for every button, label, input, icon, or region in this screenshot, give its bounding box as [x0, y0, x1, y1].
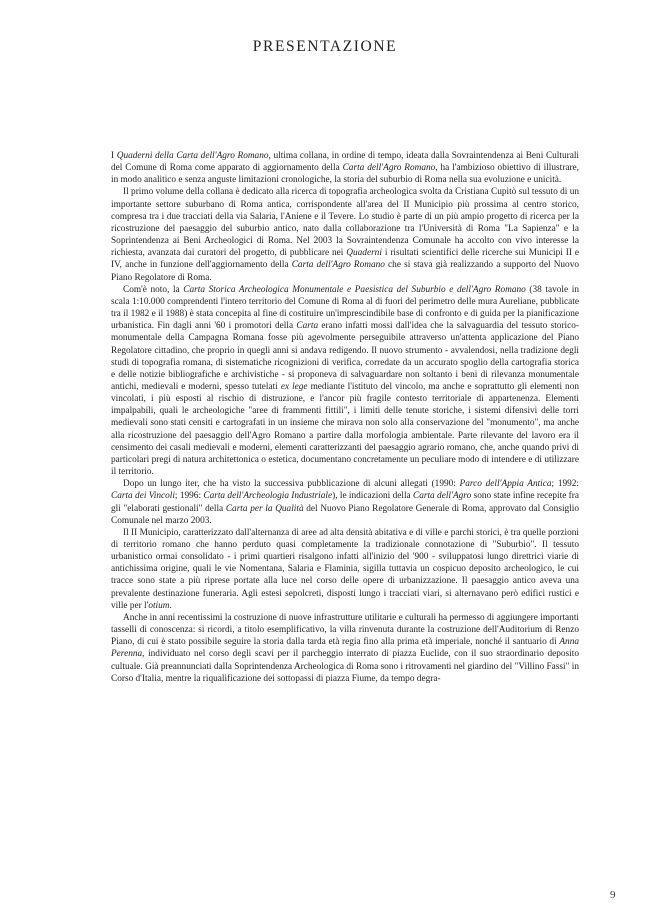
- paragraph: [111, 527, 579, 612]
- text-run: Com'è noto, la: [123, 284, 184, 295]
- paragraph: [111, 284, 579, 479]
- text-run: , ha l'ambizioso obiettivo di illustrare, in modo analitico e senza anguste limitazioni cronologiche, la storia del suburbio di Roma nella sua evoluzione e unicità.: [111, 163, 580, 186]
- text-run: ; 1996:: [174, 491, 204, 502]
- italic-text: Carta dell'Agro: [413, 491, 472, 502]
- italic-text: Quaderni: [346, 248, 382, 259]
- italic-text: Carta dell'Agro Romano: [342, 163, 436, 174]
- paragraph: [111, 612, 579, 685]
- italic-text: Anna Perenna: [111, 637, 579, 660]
- text-run: che si stava già realizzando a supporto del Nuovo Piano Regolatore di Roma.: [111, 260, 580, 283]
- italic-text: Carta dell'Archeologia Industriale: [203, 491, 333, 502]
- paragraph: [111, 150, 579, 186]
- text-run: .: [169, 600, 172, 611]
- text-run: Il primo volume della collana è dedicato alla ricerca di topografia archeologica svolta da Cristiana Cupitò sul tessuto di un importante settore suburbano di Roma antica, corrispondente all'area del II Municipio più prossima al centro storico, compresa tra i due tracciati della via Salaria, l'Aniene e il Tevere. Lo studio è parte di un più ampio progetto di ricerca per la ricostruzione del paesaggio del suburbio antico, nato dalla collaborazione tra l'Università di Roma "La Sapienza" e la Soprintendenza ai Beni Archeologici di Roma. Nel 2003 la Sovraintendenza Comunale ha accolto con vivo interesse la richiesta, avanzata dai curatori del progetto, di pubblicare nei: [111, 187, 579, 259]
- page-title: PRESENTAZIONE: [252, 38, 398, 55]
- text-run: i risultati scientifici delle ricerche sui Municipi II e IV, anche in funzione dell'aggiornamento della: [111, 248, 580, 271]
- text-run: mediante l'istituto del vincolo, ma anche e soprattutto gli elementi non vincolati, i più esposti al rischio di distruzione, e l'ancor più fragile contesto territoriale di appartenenza. Elementi impalpabili, quali le archeologiche "aree di frammenti fittili", i limiti delle tenute storiche, i sistemi difensivi delle torri medievali sono stati censiti e cartografati in un insieme che mirava non solo alla conservazione del "monumento", ma anche alla ricostruzione del paesaggio dell'Agro Romano a partire dalla morfologia ambientale. Parte rilevante del lavoro era il censimento dei casali medievali e moderni, elementi caratterizzanti del paesaggio agrario romano, che, anche quando privi di particolari pregi di natura architettonica o estetica, documentano concretamente un peculiare modo di intendere e di utilizzare il territorio.: [111, 381, 579, 478]
- italic-text: otium: [148, 600, 170, 611]
- text-run: del Nuovo Piano Regolatore Generale di Roma, approvato dal Consiglio Comunale nel marzo 2003.: [111, 503, 579, 526]
- paragraph: [111, 186, 579, 283]
- text-run: sono state infine recepite fra gli "elaborati gestionali" della: [111, 491, 579, 514]
- page-number: 9: [610, 889, 616, 901]
- text-run: , individuato nel corso degli scavi per il parcheggio interrato di piazza Euclide, con il suo straordinario deposito cultuale. Già preannunciati dalla Soprintendenza Archeologica di Roma sono i ritrovamenti nel giardino del "Villino Fassi" in Corso d'Italia, mentre la riqualificazione dei sottopassi di piazza Fiume, da tempo degra-: [111, 649, 579, 684]
- italic-text: Quaderni della Carta dell'Agro Romano: [116, 151, 269, 161]
- text-run: Dopo un lungo iter, che ha visto la successiva pubblicazione di alcuni allegati (1990:: [123, 479, 460, 490]
- text-run: ), le indicazioni della: [332, 491, 413, 502]
- text-run: Il II Municipio, caratterizzato dall'alternanza di aree ad alta densità abitativa e di ville e parchi storici, è tra quelle porzioni di territorio romano che hanno perduto quasi completamente la tradizionale connotazione di "Suburbio". Il tessuto urbanistico ormai consolidato - i primi quartieri risalgono infatti all'inizio del '900 - sviluppatosi lungo direttrici viarie di antichissima origine, quali le vie Nomentana, Salaria e Flaminia, sigilla tuttavia un cospicuo deposito archeologico, le cui tracce sono state a più riprese portate alla luce nel corso delle opere di urbanizzazione. Il paesaggio antico aveva una prevalente destinazione funeraria. Agli estesi sepolcreti, disposti lungo i tracciati viari, si alternavano però edifici rustici e ville per l': [111, 527, 579, 611]
- body-text: [111, 150, 579, 685]
- italic-text: Carta per la Qualità: [225, 503, 304, 514]
- text-run: (38 tavole in scala 1:10.000 comprendenti l'intero territorio del Comune di Roma al di fuori del perimetro delle mura Aureliane, pubblicate tra il 1982 e il 1988) è stata concepita al fine di costituire un'imprescindibile base di confronto e di guida per la pianificazione urbanistica. Fin dagli anni '60 i promotori della: [111, 284, 579, 332]
- paragraph: [111, 478, 579, 527]
- italic-text: ex lege: [280, 381, 308, 392]
- text-run: erano infatti mossi dall'idea che la salvaguardia del tessuto storico-monumentale della Campagna Romana fosse più agevolmente perseguibile attraverso un'attenta applicazione del Piano Regolatore cittadino, che proprio in quegli anni si andava redigendo. Il nuovo strumento - avvalendosi, nella tradizione degli studi di topografia romana, di sistematiche ricognizioni di verifica, corredate da un accurato spoglio della cartografia storica e delle notizie bibliografiche e archivistiche - si proponeva di salvaguardare non soltanto i beni di rilevanza monumentale antichi, medievali e moderni, spesso tutelati: [111, 321, 579, 392]
- text-run: ; 1992:: [551, 479, 579, 490]
- text-run: Anche in anni recentissimi la costruzione di nuove infrastrutture utilitarie e culturali ha permesso di aggiungere importanti tasselli di conoscenza: si ricordi, a titolo esemplificativo, la villa rinvenuta durante la costruzione dell'Auditorium di Renzo Piano, di cui è stato possibile seguire la storia dalla tarda età regia fino alla prima età imperiale, nonché il santuario di: [111, 612, 579, 648]
- italic-text: Parco dell'Appia Antica: [459, 479, 552, 490]
- text-run: I: [111, 151, 117, 161]
- text-run: , ultima collana, in ordine di tempo, ideata dalla Sovraintendenza ai Beni Culturali del Comune di Roma come apparato di aggiornamento della: [111, 151, 579, 174]
- italic-text: Carta dell'Agro Romano: [291, 260, 385, 271]
- italic-text: Carta Storica Archeologica Monumentale e Paesistica del Suburbio e dell'Agro Romano: [183, 284, 526, 295]
- italic-text: Carta dei Vincoli: [111, 491, 175, 502]
- italic-text: Carta: [296, 321, 319, 332]
